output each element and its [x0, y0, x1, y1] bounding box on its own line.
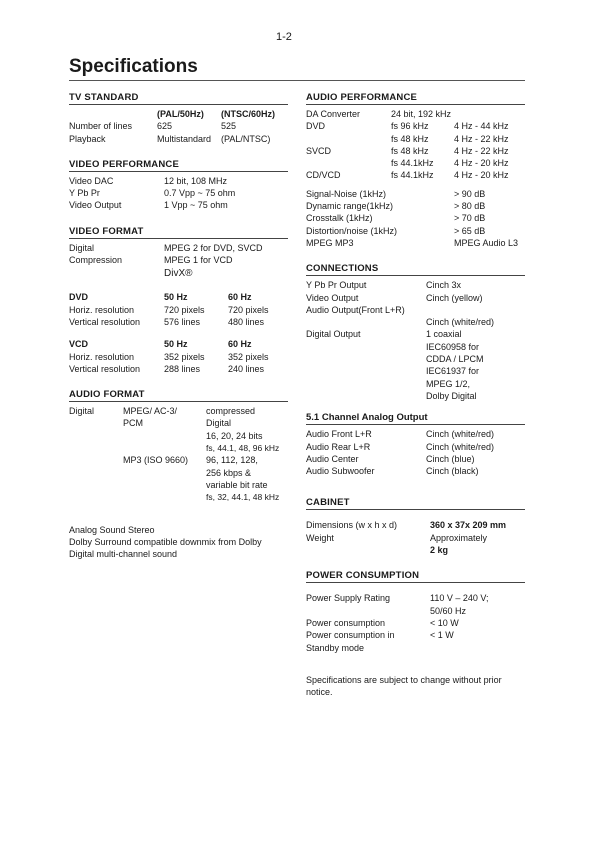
spec-label: DVD: [306, 121, 326, 132]
spec-value: 96, 112, 128,: [206, 455, 258, 466]
spec-value: 480 lines: [228, 316, 265, 327]
table-row: [306, 316, 525, 328]
spec-value: fs 48 kHz: [391, 133, 429, 144]
spec-value: 576 lines: [164, 316, 201, 327]
table-row: [306, 133, 525, 145]
spec-value: Multistandard: [157, 133, 212, 144]
spec-value: 720 pixels: [164, 304, 205, 315]
table-row: [306, 200, 525, 212]
table-row: [306, 441, 525, 453]
spec-label: SVCD: [306, 145, 332, 156]
spec-label: Power Supply Rating: [306, 593, 391, 604]
spec-value: 4 Hz - 20 kHz: [454, 170, 509, 181]
hz60-header: 60 Hz: [228, 292, 252, 303]
tv-standard-header-row: [69, 108, 288, 120]
audio-performance-heading: AUDIO PERFORMANCE: [306, 92, 525, 105]
spec-label: CD/VCD: [306, 170, 341, 181]
spec-value: 1 coaxial: [426, 329, 462, 340]
table-row: [306, 212, 525, 224]
spec-value: 352 pixels: [164, 351, 205, 362]
dvd-label: DVD: [69, 292, 89, 303]
spec-value: 720 pixels: [228, 304, 269, 315]
table-row: [306, 629, 525, 641]
spec-value: (PAL/NTSC): [221, 133, 271, 144]
spec-value: Approximately: [430, 532, 488, 543]
table-row: [306, 108, 525, 120]
spec-value: fs, 32, 44.1, 48 kHz: [206, 492, 280, 503]
table-row: [306, 279, 525, 291]
spec-label: Power consumption: [306, 617, 386, 628]
table-row: [306, 237, 525, 249]
table-row: [306, 642, 525, 654]
table-row: [306, 188, 525, 200]
spec-label: Y Pb Pr: [69, 188, 100, 199]
table-row: [306, 304, 525, 316]
spec-value: Cinch 3x: [426, 280, 462, 291]
right-column: [306, 92, 525, 698]
spec-value: 50/60 Hz: [430, 605, 467, 616]
spec-value: fs, 44.1, 48, 96 kHz: [206, 443, 280, 454]
spec-label: Video Output: [306, 292, 359, 303]
spec-label: Dynamic range(1kHz): [306, 201, 394, 212]
title-divider: [69, 80, 525, 81]
table-row: [306, 328, 525, 340]
spec-value: 12 bit, 108 MHz: [164, 175, 228, 186]
audio-note-line: Analog Sound Stereo: [69, 524, 155, 535]
spec-value: 24 bit, 192 kHz: [391, 109, 452, 119]
ntsc-column-header: (NTSC/60Hz): [221, 109, 276, 119]
table-row: [69, 454, 288, 466]
spec-value: < 10 W: [430, 617, 459, 628]
spec-label: Standby mode: [306, 642, 365, 653]
spec-label: Signal-Noise (1kHz): [306, 188, 387, 199]
vcd-header-row: [69, 338, 288, 350]
spec-label: Vertical resolution: [69, 363, 141, 374]
spec-value: IEC60958 for: [426, 341, 480, 352]
vcd-label: VCD: [69, 339, 89, 350]
table-row: [306, 169, 525, 181]
spec-value: > 65 dB: [454, 225, 486, 236]
table-row: [69, 363, 288, 375]
spec-value: fs 44.1kHz: [391, 158, 434, 169]
audio-note-line: Digital multi-channel sound: [69, 549, 178, 560]
spec-value: 110 V – 240 V;: [430, 593, 489, 604]
table-row: [69, 442, 288, 454]
table-row: [306, 544, 525, 556]
page-number: 1-2: [276, 31, 292, 43]
spec-value: > 80 dB: [454, 201, 486, 212]
tv-standard-heading: TV STANDARD: [69, 92, 288, 105]
table-row: [69, 187, 288, 199]
spec-label: Audio Output(Front L+R): [306, 304, 405, 315]
spec-value: 360 x 37x 209 mm: [430, 520, 507, 531]
spec-value: 256 kbps &: [206, 467, 252, 478]
video-format-heading: VIDEO FORMAT: [69, 226, 288, 239]
spec-label: Distortion/noise (1kHz): [306, 225, 398, 236]
table-row: [306, 341, 525, 353]
spec-value: CDDA / LPCM: [426, 354, 484, 365]
spec-value: Cinch (white/red): [426, 317, 495, 328]
spec-value: < 1 W: [430, 630, 454, 641]
spec-label: Y Pb Pr Output: [306, 280, 367, 291]
spec-value: IEC61937 for: [426, 366, 480, 377]
spec-label: Audio Subwoofer: [306, 466, 375, 477]
table-row: [306, 120, 525, 132]
table-row: [306, 592, 525, 604]
power-heading: POWER CONSUMPTION: [306, 570, 525, 583]
table-row: [306, 390, 525, 402]
audio-format-heading: AUDIO FORMAT: [69, 389, 288, 402]
spec-value: 0.7 Vpp ~ 75 ohm: [164, 188, 236, 199]
table-row: [69, 417, 288, 429]
spec-label: Audio Rear L+R: [306, 441, 371, 452]
spec-label: Dimensions (w x h x d): [306, 520, 398, 531]
spec-value: 240 lines: [228, 363, 265, 374]
spec-sublabel: MPEG/ AC-3/: [123, 406, 178, 417]
spec-value: 4 Hz - 22 kHz: [454, 133, 509, 144]
table-row: [69, 120, 288, 132]
footer-note-line: Specifications are subject to change without prior: [306, 674, 502, 685]
spec-label: Horiz. resolution: [69, 304, 135, 315]
table-row: [306, 453, 525, 465]
spec-value: 16, 20, 24 bits: [206, 430, 263, 441]
table-row: [69, 351, 288, 363]
spec-label: Video DAC: [69, 175, 114, 186]
spec-label: Audio Front L+R: [306, 429, 372, 440]
audio-note-line: Dolby Surround compatible downmix from Dolby: [69, 536, 262, 547]
table-row: [69, 479, 288, 491]
table-row: [306, 428, 525, 440]
spec-label: Vertical resolution: [69, 316, 141, 327]
table-row: [69, 467, 288, 479]
spec-sublabel: PCM: [123, 418, 143, 429]
page-title: Specifications: [69, 56, 198, 77]
connections-heading: CONNECTIONS: [306, 263, 525, 276]
spec-value: Cinch (white/red): [426, 441, 495, 452]
spec-value: Cinch (blue): [426, 453, 475, 464]
table-row: [69, 405, 288, 417]
spec-value: 4 Hz - 44 kHz: [454, 121, 509, 132]
spec-value: 352 pixels: [228, 351, 269, 362]
table-row: [69, 242, 288, 254]
spec-label: Audio Center: [306, 453, 359, 464]
spec-sublabel: MP3 (ISO 9660): [123, 455, 189, 466]
spec-value: 525: [221, 121, 237, 132]
table-row: [69, 491, 288, 503]
table-row: [306, 365, 525, 377]
video-performance-heading: VIDEO PERFORMANCE: [69, 159, 288, 172]
spec-value: > 70 dB: [454, 213, 486, 224]
spec-value: MPEG 2 for DVD, SVCD: [164, 242, 263, 253]
spec-label: Number of lines: [69, 121, 133, 132]
spec-value: 288 lines: [164, 363, 201, 374]
spec-label: MPEG MP3: [306, 237, 354, 248]
dvd-header-row: [69, 291, 288, 303]
table-row: [69, 175, 288, 187]
spec-value: 625: [157, 121, 173, 132]
spec-value: 2 kg: [430, 545, 449, 556]
spec-value: fs 96 kHz: [391, 121, 429, 132]
spec-value: compressed: [206, 406, 256, 417]
table-row: [69, 266, 288, 281]
table-row: [306, 519, 525, 531]
spec-label: Digital: [69, 242, 95, 253]
spec-label: Digital Output: [306, 329, 361, 340]
table-row: [306, 145, 525, 157]
spec-value: 4 Hz - 20 kHz: [454, 158, 509, 169]
spec-value: DivX®: [164, 268, 193, 280]
spec-label: Playback: [69, 133, 106, 144]
spec-label: Power consumption in: [306, 630, 395, 641]
hz50-header: 50 Hz: [164, 292, 188, 303]
spec-label: Compression: [69, 255, 123, 266]
spec-value: fs 44.1kHz: [391, 170, 434, 181]
table-row: [306, 465, 525, 477]
table-row: [69, 254, 288, 266]
spec-value: 1 Vpp ~ 75 ohm: [164, 200, 228, 211]
table-row: [306, 225, 525, 237]
spec-value: variable bit rate: [206, 479, 268, 490]
spec-value: Dolby Digital: [426, 390, 477, 401]
table-row: [306, 617, 525, 629]
spec-label: DA Converter: [306, 109, 361, 119]
hz50-header: 50 Hz: [164, 339, 188, 350]
table-row: [306, 353, 525, 365]
spec-label: Horiz. resolution: [69, 351, 135, 362]
left-column: [69, 92, 288, 560]
hz60-header: 60 Hz: [228, 339, 252, 350]
table-row: [306, 292, 525, 304]
spec-label: Crosstalk (1kHz): [306, 213, 373, 224]
table-row: [306, 605, 525, 617]
spec-value: > 90 dB: [454, 188, 486, 199]
cabinet-heading: CABINET: [306, 497, 525, 510]
table-row: [69, 133, 288, 145]
table-row: [69, 316, 288, 328]
spec-value: MPEG Audio L3: [454, 237, 519, 248]
footer-note-line: notice.: [306, 687, 333, 698]
spec-label: Weight: [306, 532, 334, 543]
table-row: [306, 157, 525, 169]
spec-value: fs 48 kHz: [391, 145, 429, 156]
spec-label: Digital: [69, 406, 95, 417]
spec-value: Cinch (yellow): [426, 292, 483, 303]
spec-value: Cinch (white/red): [426, 429, 495, 440]
spec-value: MPEG 1/2,: [426, 378, 471, 389]
pal-column-header: (PAL/50Hz): [157, 109, 204, 119]
spec-value: Cinch (black): [426, 466, 479, 477]
spec-value: Digital: [206, 418, 232, 429]
table-row: [69, 430, 288, 442]
table-row: [306, 532, 525, 544]
table-row: [69, 304, 288, 316]
spec-label: Video Output: [69, 200, 122, 211]
spec-value: 4 Hz - 22 kHz: [454, 145, 509, 156]
spec-value: MPEG 1 for VCD: [164, 255, 233, 266]
table-row: [69, 199, 288, 211]
analog-output-heading: 5.1 Channel Analog Output: [306, 412, 525, 425]
table-row: [306, 378, 525, 390]
